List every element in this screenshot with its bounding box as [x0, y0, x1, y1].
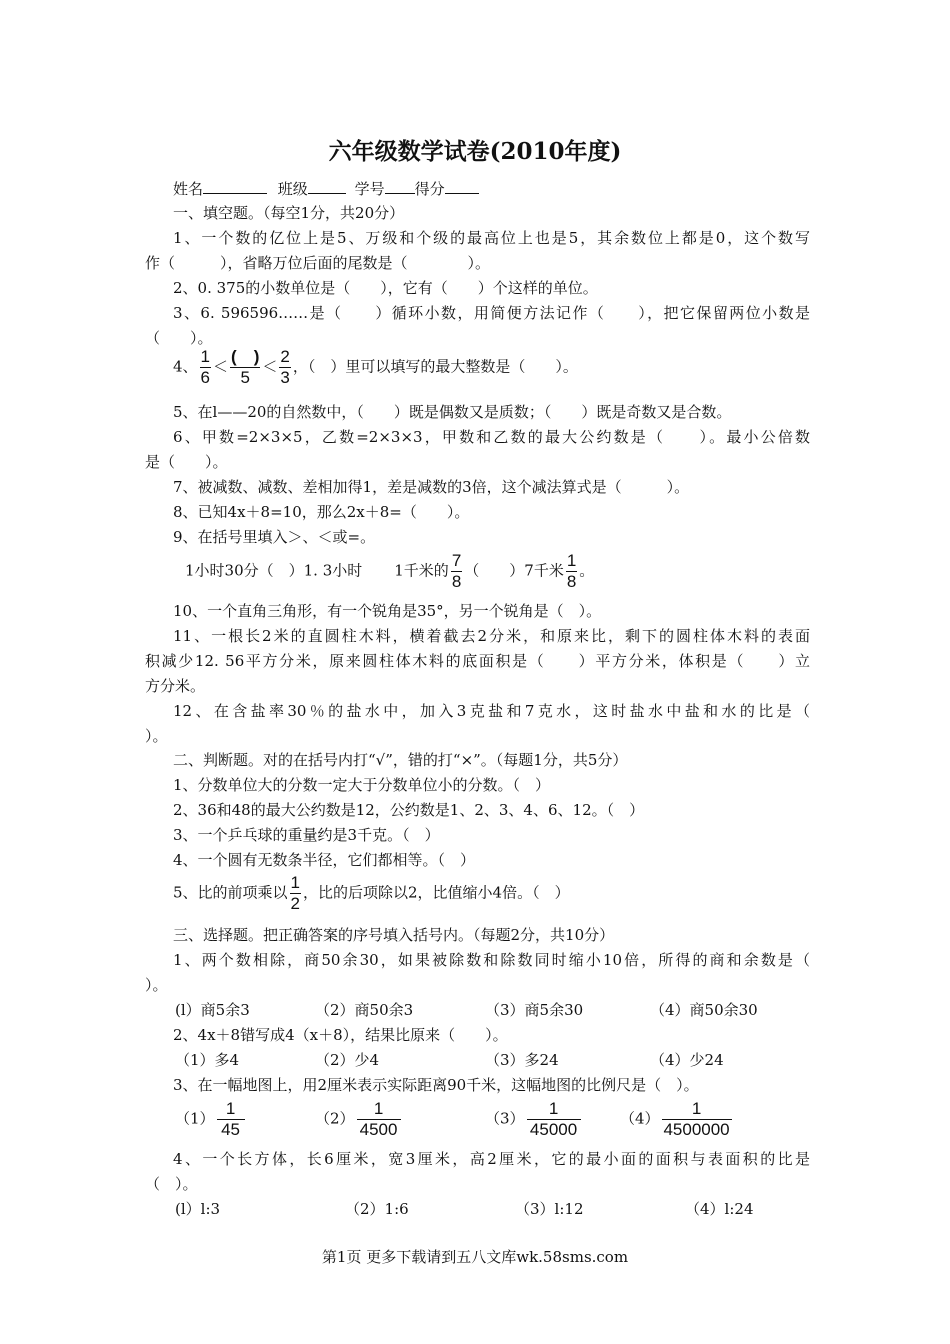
s3-q3-option: （1） $\frac{1}{45}$ — [175, 1099, 247, 1140]
s1-q11-line1: 11、一根长2米的直圆柱木料，横着截去2分米，和原来比，剩下的圆柱体木料的表面 — [173, 627, 810, 645]
s1-q6-line1: 6、甲数=2×3×5，乙数=2×3×3，甲数和乙数的最大公约数是（ ）。最小公倍数 — [173, 428, 810, 446]
s2-q5-fraction: $\frac{1}{2}$ — [290, 873, 301, 913]
s3-q2-option: （3）多24 — [485, 1051, 559, 1069]
s1-q1-line1: 1、一个数的亿位上是5、万级和个级的最高位上也是5，其余数位上都是0，这个数写 — [173, 229, 810, 247]
s1-q4-fraction1: $\frac{1}{6}$ — [200, 347, 211, 387]
s3-q4-option: （3）l:12 — [515, 1200, 584, 1218]
name-blank[interactable] — [203, 178, 267, 194]
s3-q1-option: (l）商5余3 — [175, 1001, 250, 1019]
s2-q5-rest: ，比的后项除以2，比值缩小4倍。（ ） — [303, 883, 570, 902]
s1-q7: 7、被减数、减数、差相加得1，差是减数的3倍，这个减法算式是（ ）。 — [173, 478, 690, 496]
s1-q9-end: 。 — [579, 561, 595, 580]
s3-q1-option: （4）商50余30 — [650, 1001, 758, 1019]
s1-q9-fraction1: $\frac{7}{8}$ — [451, 551, 462, 591]
s1-q12-line2: ）。 — [145, 727, 168, 745]
id-blank[interactable] — [385, 178, 415, 194]
s1-q11-line3: 方分米。 — [145, 677, 206, 695]
s3-q3-fraction: $\frac{1}{4500000}$ — [663, 1099, 730, 1139]
s3-q2-option: （1）多4 — [175, 1051, 240, 1069]
class-label: 班级 — [277, 180, 308, 198]
s1-q4-prefix: 4、 — [173, 357, 198, 376]
s1-q6-line2: 是（ ）。 — [145, 453, 228, 471]
student-info-line — [173, 178, 810, 199]
s1-q10: 10、一个直角三角形，有一个锐角是35°，另一个锐角是（ ）。 — [173, 602, 602, 620]
section3-heading: 三、选择题。把正确答案的序号填入括号内。（每题2分，共10分） — [173, 926, 615, 944]
s3-q1-option: （2）商50余3 — [315, 1001, 414, 1019]
section2-heading: 二、判断题。对的在括号内打“√”，错的打“×”。（每题1分，共5分） — [173, 751, 628, 769]
s1-q12-line1: 12、在含盐率30％的盐水中，加入3克盐和7克水，这时盐水中盐和水的比是（ — [173, 702, 810, 720]
s3-q2: 2、4x＋8错写成4（x＋8），结果比原来（ ）。 — [173, 1026, 508, 1044]
s3-q2-option: （4）少24 — [650, 1051, 724, 1069]
s2-q3: 3、一个乒乓球的重量约是3千克。（ ） — [173, 826, 440, 844]
s1-q8: 8、已知4x＋8=10，那么2x＋8=（ ）。 — [173, 503, 470, 521]
s3-q3-fraction: $\frac{1}{45000}$ — [527, 1099, 581, 1140]
s3-q4-line2: （ ）。 — [145, 1175, 198, 1193]
name-label: 姓名 — [173, 180, 204, 198]
s2-q2: 2、36和48的最大公约数是12，公约数是1、2、3、4、6、12。（ ） — [173, 801, 645, 819]
s3-q3-option: （4） $\frac{1}{4500000}$ — [620, 1099, 730, 1139]
s3-q4-option: (l）l:3 — [175, 1200, 221, 1218]
section1-heading: 一、填空题。（每空1分，共20分） — [173, 204, 405, 222]
s1-q4-fraction2: $\frac{( )}{5}$ — [231, 347, 260, 387]
s3-q3: 3、在一幅地图上，用2厘米表示实际距离90千米，这幅地图的比例尺是（ ）。 — [173, 1076, 699, 1094]
s3-q1-option: （3）商5余30 — [485, 1001, 584, 1019]
s1-q9: 9、在括号里填入＞、＜或=。 — [173, 528, 376, 546]
s3-q4-option: （2）1:6 — [345, 1200, 409, 1218]
s1-q9-items — [185, 551, 785, 592]
s3-q4-line1: 4、一个长方体，长6厘米，宽3厘米，高2厘米，它的最小面的面积与表面积的比是 — [173, 1150, 810, 1168]
s2-q5 — [173, 873, 810, 914]
s2-q1: 1、分数单位大的分数一定大于分数单位小的分数。（ ） — [173, 776, 551, 794]
s1-q3-line2: （ ）。 — [145, 329, 213, 347]
s3-q2-option: （2）少4 — [315, 1051, 380, 1069]
id-label: 学号 — [354, 180, 385, 198]
s1-q9-part3: （ ）7千米 — [464, 561, 564, 580]
s1-q4-rest: ，（ ）里可以填写的最大整数是（ ）。 — [292, 357, 578, 376]
s1-q9-fraction2: $\frac{1}{8}$ — [566, 551, 577, 591]
s2-q5-prefix: 5、比的前项乘以 — [173, 883, 288, 902]
s1-q4 — [173, 347, 810, 388]
s2-q4: 4、一个圆有无数条半径，它们都相等。（ ） — [173, 851, 476, 869]
s3-q4-option: （4）l:24 — [685, 1200, 754, 1218]
s1-q2: 2、0. 375的小数单位是（ ），它有（ ）个这样的单位。 — [173, 279, 598, 297]
s1-q1-line2: 作（ ），省略万位后面的尾数是（ ）。 — [145, 254, 491, 272]
s3-q3-fraction: $\frac{1}{4500}$ — [357, 1099, 401, 1140]
s1-q9-part1: 1小时30分（ ）1. 3小时 — [185, 561, 363, 580]
score-label: 得分 — [414, 180, 445, 198]
s3-q3-fraction: $\frac{1}{45}$ — [217, 1099, 245, 1140]
page-footer: 第1页 更多下载请到五八文库wk.58sms.com — [321, 1248, 629, 1266]
s3-q1-line1: 1、两个数相除，商50余30，如果被除数和除数同时缩小10倍，所得的商和余数是（ — [173, 951, 810, 969]
s1-q4-lt1: ＜ — [213, 357, 229, 376]
s1-q5: 5、在l——20的自然数中，（ ）既是偶数又是质数；（ ）既是奇数又是合数。 — [173, 403, 732, 421]
page-title: 六年级数学试卷(2010年度) — [328, 138, 622, 165]
s1-q4-fraction3: $\frac{2}{3}$ — [280, 347, 290, 387]
class-blank[interactable] — [308, 178, 346, 194]
s1-q11-line2: 积减少12. 56平方分米，原来圆柱体木料的底面积是（ ）平方分米，体积是（ ）立 — [145, 652, 810, 670]
score-blank[interactable] — [445, 178, 479, 194]
s3-q3-option: （2） $\frac{1}{4500}$ — [315, 1099, 403, 1140]
s1-q4-lt2: ＜ — [262, 357, 278, 376]
s3-q1-line2: ）。 — [145, 976, 168, 994]
s3-q3-option: （3） $\frac{1}{45000}$ — [485, 1099, 583, 1140]
s1-q3-line1: 3、6. 596596……是（ ）循环小数，用简便方法记作（ ），把它保留两位小数是 — [173, 304, 810, 322]
s1-q9-part2: 1千米的 — [394, 561, 449, 580]
